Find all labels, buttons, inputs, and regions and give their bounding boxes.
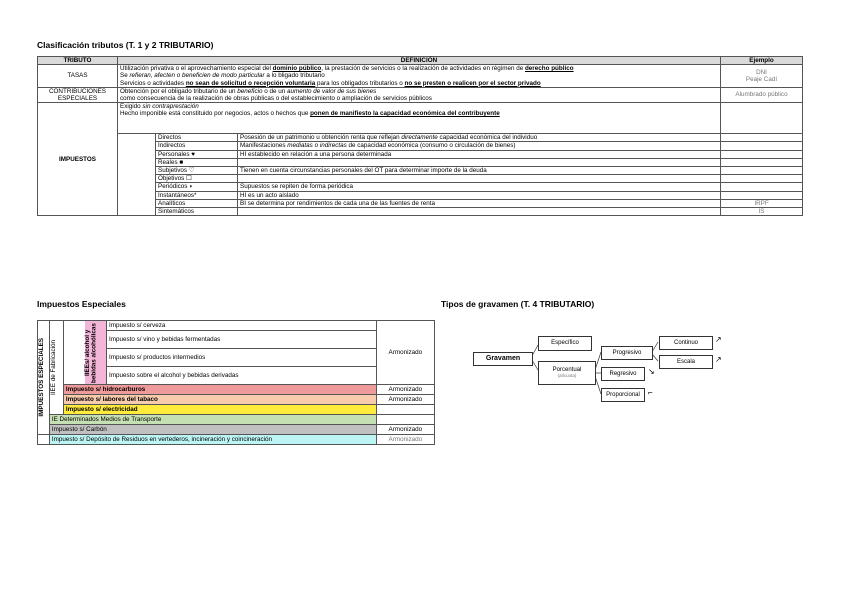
impuesto-type: Objetivos ☐ [156, 175, 238, 183]
fab-row-result [376, 405, 434, 415]
impuesto-type: Periódicos ◗ [156, 183, 238, 191]
impuesto-type-example [721, 142, 803, 150]
fab-row-tabaco: Impuesto s/ labores del tabaco [63, 395, 376, 405]
row-residuos: Impuesto s/ Depósito de Residuos en vertederos, incineración y coincineración [49, 435, 376, 445]
especifico-box: Específico [538, 336, 592, 351]
contribuciones-label: CONTRIBUCIONES ESPECIALES [38, 87, 118, 102]
arrow-down-right-icon: ↘ [648, 367, 655, 376]
alcohol-row: Impuesto s/ cerveza [107, 321, 377, 331]
impuesto-type: Instantáneos* [156, 191, 238, 199]
alcohol-row: Impuesto s/ productos intermedios [107, 349, 377, 367]
header-tributo: TRIBUTO [38, 57, 118, 65]
impuesto-type: Subjetivos ♡ [156, 167, 238, 175]
impuesto-type-def [238, 175, 721, 183]
impuesto-type-def [238, 208, 721, 216]
impuesto-type-def: HI establecido en relación a una persona determinada [238, 150, 721, 158]
impuesto-type: Directos [156, 134, 238, 142]
impuesto-type-def: Manifestaciones mediatas o indirectas de capacidad económica (consumo o circulación de bienes) [238, 142, 721, 150]
impuestos-intro-row [38, 103, 803, 134]
impuesto-type: Indirectos [156, 142, 238, 150]
row-result: Armonizado [376, 425, 434, 435]
tasas-label: TASAS [38, 65, 118, 88]
impuesto-type: Personales ♥ [156, 150, 238, 158]
table-header-row [38, 57, 803, 65]
impuesto-type-def: HI es un acto aislado [238, 191, 721, 199]
row-medios-transporte: IE Determinados Medios de Transporte [49, 415, 376, 425]
impuesto-type-def: BI se determina por rendimientos de cada una de las fuentes de renta [238, 199, 721, 207]
porcentual-label: Porcentual [552, 366, 582, 373]
section2-title: Impuestos Especiales [37, 299, 126, 309]
section1-title: Clasificación tributos (T. 1 y 2 TRIBUTARIO) [37, 40, 214, 50]
impuestos-especiales-table [37, 320, 435, 445]
escala-box: Escala [659, 355, 713, 369]
impuesto-type-def: Supuestos se repiten de forma periódica [238, 183, 721, 191]
impuesto-type: Reales ■ [156, 158, 238, 166]
contribuciones-row [38, 87, 803, 102]
proporcional-box: Proporcional [601, 388, 645, 402]
impuesto-type: Sintemáticos [156, 208, 238, 216]
impuesto-type-row [38, 175, 803, 183]
impuesto-type: Analíticos [156, 199, 238, 207]
row-carbon: Impuesto s/ Carbón [49, 425, 376, 435]
porcentual-box [538, 361, 596, 385]
alcohol-row: Impuesto sobre el alcohol y bebidas derivadas [107, 367, 377, 385]
row-result: Armonizado [376, 435, 434, 445]
contribuciones-example: Alumbrado público [721, 87, 803, 102]
arrow-up-right-icon: ↗ [715, 335, 722, 344]
impuesto-type-row [38, 199, 803, 207]
section3-title: Tipos de gravamen (T. 4 TRIBUTARIO) [441, 299, 595, 309]
gravamen-root-box: Gravamen [473, 352, 533, 366]
impuesto-type-example [721, 134, 803, 142]
alcohol-row: Impuesto s/ vino y bebidas fermentadas [107, 331, 377, 349]
porcentual-sublabel: (alícuota) [557, 373, 577, 378]
impuestos-label: IMPUESTOS [38, 103, 118, 216]
fab-row-electricidad: Impuesto s/ electricidad [63, 405, 376, 415]
tasas-example: DNI Peaje Cadí [721, 65, 803, 88]
header-definicion: DEFINICIÓN [118, 57, 721, 65]
impuesto-type-example [721, 191, 803, 199]
progresivo-box: Progresivo [601, 346, 653, 360]
impuestos-definition: Exigido sin contraprestación Hecho imponible está constituido por negocios, actos o hechos que ponen de manifiesto la capacidad económica del contribuyente [118, 103, 721, 134]
impuesto-type-example [721, 150, 803, 158]
impuestos-example [721, 103, 803, 134]
impuesto-type-def [238, 158, 721, 166]
tasas-row [38, 65, 803, 88]
header-ejemplo: Ejemplo [721, 57, 803, 65]
contribuciones-definition: Obtención por el obligado tributario de un beneficio o de un aumento de valor de sus bienes como consecuencia de la realización de obras públicas o del establecimiento o ampliación de servicios públicos [118, 87, 721, 102]
fab-row-result: Armonizado [376, 395, 434, 405]
impuesto-type-row [38, 208, 803, 216]
impuesto-type-example: IS [721, 208, 803, 216]
impuesto-type-row [38, 142, 803, 150]
impuesto-type-row [38, 150, 803, 158]
step-flat-icon: ⌐ [648, 388, 653, 397]
impuesto-type-example: IRPF [721, 199, 803, 207]
tributos-table [37, 56, 803, 216]
row-result [376, 415, 434, 425]
fabricacion-label: IIEE de Fabricación [49, 321, 63, 415]
step-up-icon: ↗ [715, 355, 722, 364]
alcohol-result: Armonizado [376, 321, 434, 385]
impuesto-type-def: Tienen en cuenta circunstancias personales del OT para determinar importe de la deuda [238, 167, 721, 175]
impuesto-type-row [38, 158, 803, 166]
impuesto-type-example [721, 175, 803, 183]
fab-row-result: Armonizado [376, 385, 434, 395]
alcohol-label: IIEEs/ alcohol y bebidas alcohólicas [85, 321, 107, 385]
impuesto-type-example [721, 158, 803, 166]
impuesto-type-row [38, 167, 803, 175]
regresivo-box: Regresivo [601, 367, 645, 381]
impuesto-type-example [721, 167, 803, 175]
impuesto-type-row [38, 183, 803, 191]
continuo-box: Continuo [659, 336, 713, 350]
impuesto-type-row [38, 191, 803, 199]
impuesto-type-row [38, 134, 803, 142]
fab-row-hidrocarburos: Impuesto s/ hidrocarburos [63, 385, 376, 395]
impuesto-type-def: Posesión de un patrimonio u obtención renta que reflejan directamente capacidad económica del individuo [238, 134, 721, 142]
impuestos-especiales-outer-label: IMPUESTOS ESPECIALES [38, 321, 50, 435]
tasas-definition: Utilización privativa o el aprovechamiento especial del dominio público, la prestación de servicios o la realización de actividades en régimen de derecho público Se refieran, afecten o beneficien de modo particular a lo bligado tributario Servicios o actividades no sean de solicitud o recepción voluntaria para los obligados tributarios o no se presten o realicen por el sector privado [118, 65, 721, 88]
impuesto-type-example [721, 183, 803, 191]
